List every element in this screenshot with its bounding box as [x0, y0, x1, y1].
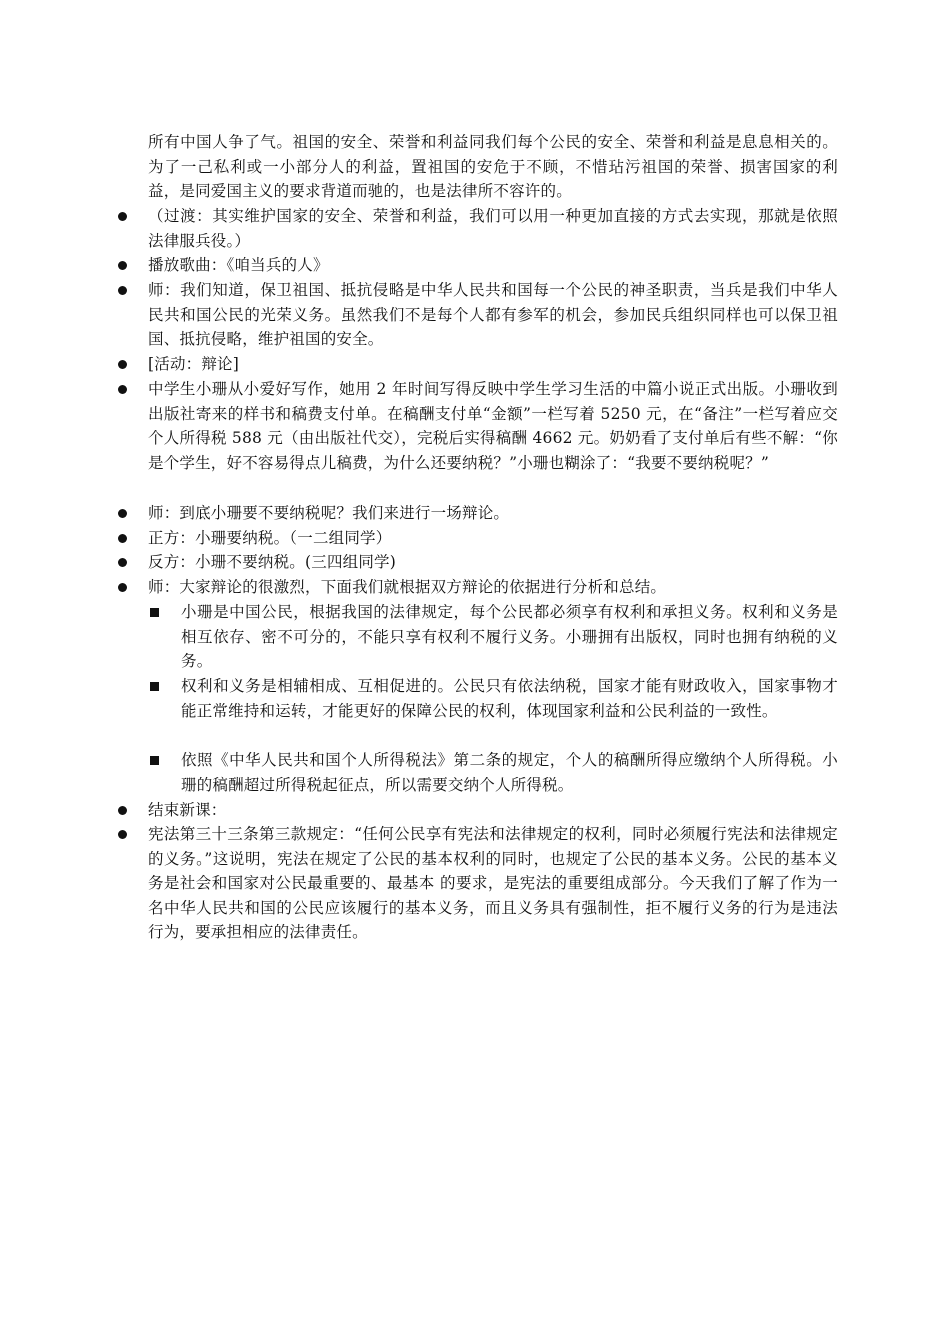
bullet-icon — [118, 509, 127, 518]
bullet-icon — [118, 534, 127, 543]
list-item-transition: （过渡：其实维护国家的安全、荣誉和利益，我们可以用一种更加直接的方式去实现，那就是依照法律服兵役。） — [148, 207, 838, 250]
bullet-icon — [118, 212, 127, 221]
list-item-case-story: 中学生小珊从小爱好写作，她用 2 年时间写得反映中学生学习生活的中篇小说正式出版。小珊收到出版社寄来的样书和稿费支付单。在稿酬支付单“金额”一栏写着 5250 元，在“备注”一栏写着应交个人所得税 588 元（由出版社代交），完税后实得稿酬 4662 元。奶奶看了支付单后有些不解：“你是个学生，好不容易得点儿稿费，为什么还要纳税？”小珊也糊涂了：“我要不要纳税呢？” — [148, 380, 838, 472]
list-item-song: 播放歌曲：《咱当兵的人》 — [148, 256, 329, 274]
list-item-teacher-military: 师：我们知道，保卫祖国、抵抗侵略是中华人民共和国每一个公民的神圣职责，当兵是我们中华人民共和国公民的光荣义务。虽然我们不是每个人都有参军的机会，参加民兵组织同样也可以保卫祖国、抵抗侵略，维护祖国的安全。 — [148, 281, 838, 348]
bullet-icon — [118, 360, 127, 369]
list-item-closing: 结束新课： — [148, 801, 227, 819]
sub-item-rights-duties: 小珊是中国公民，根据我国的法律规定，每个公民都必须享有权利和承担义务。权利和义务是相互依存、密不可分的，不能只享有权利不履行义务。小珊拥有出版权，同时也拥有纳税的义务。 — [181, 603, 838, 670]
bullet-icon — [118, 261, 127, 270]
bullet-icon — [118, 385, 127, 394]
bullet-icon — [118, 558, 127, 567]
sub-item-tax-law: 依照《中华人民共和国个人所得税法》第二条的规定，个人的稿酬所得应缴纳个人所得税。小珊的稿酬超过所得税起征点，所以需要交纳个人所得税。 — [181, 751, 838, 794]
list-item-teacher-summary: 师：大家辩论的很激烈，下面我们就根据双方辩论的依据进行分析和总结。 — [148, 578, 667, 596]
list-item-activity: [活动：辩论] — [148, 355, 239, 373]
list-item-negative: 反方：小珊不要纳税。(三四组同学) — [148, 553, 396, 571]
intro-paragraph: 所有中国人争了气。祖国的安全、荣誉和利益同我们每个公民的安全、荣誉和利益是息息相关的。为了一己私利或一小部分人的利益，置祖国的安危于不顾，不惜玷污祖国的荣誉、损害国家的利益，是同爱国主义的要求背道而驰的，也是法律所不容许的。 — [148, 133, 838, 200]
bullet-icon — [118, 806, 127, 815]
list-item-teacher-debate: 师：到底小珊要不要纳税呢？我们来进行一场辩论。 — [148, 504, 510, 522]
list-item-constitution: 宪法第三十三条第三款规定：“任何公民享有宪法和法律规定的权利，同时必须履行宪法和法律规定的义务。”这说明，宪法在规定了公民的基本权利的同时，也规定了公民的基本义务。公民的基本义务是社会和国家对公民最重要的、最基本 的要求，是宪法的重要组成部分。今天我们了解了作为一名中华人民共和国的公民应该履行的基本义务，而且义务具有强制性，拒不履行义务的行为是违法行为，要承担相应的法律责任。 — [148, 825, 838, 941]
list-item-affirmative: 正方：小珊要纳税。（一二组同学） — [148, 529, 392, 547]
bullet-icon — [118, 830, 127, 839]
sub-item-mutual-promotion: 权利和义务是相辅相成、互相促进的。公民只有依法纳税，国家才能有财政收入，国家事物才能正常维持和运转，才能更好的保障公民的权利，体现国家利益和公民利益的一致性。 — [181, 677, 838, 720]
square-bullet-icon — [150, 608, 159, 617]
square-bullet-icon — [150, 756, 159, 765]
bullet-icon — [118, 286, 127, 295]
square-bullet-icon — [150, 682, 159, 691]
bullet-icon — [118, 583, 127, 592]
